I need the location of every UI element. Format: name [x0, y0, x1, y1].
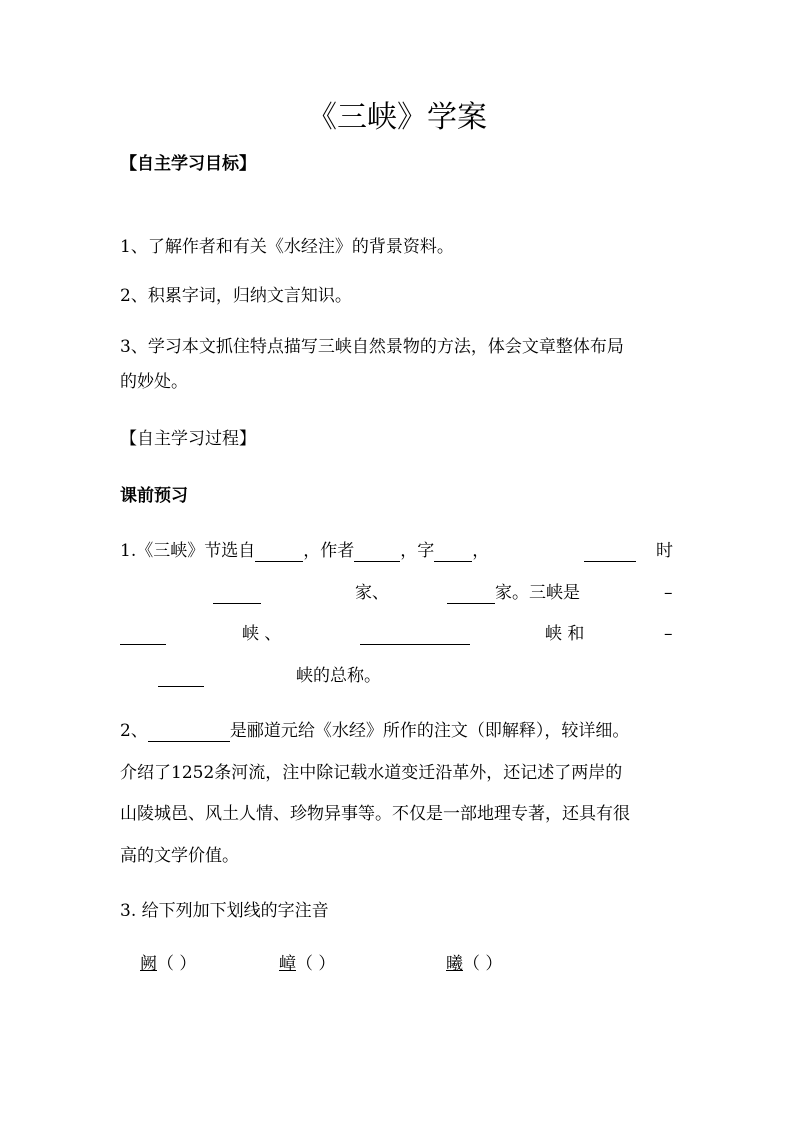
q1-blank-source[interactable] — [255, 543, 303, 562]
q3-char-que: 阙 — [140, 954, 157, 974]
goal-item-1: 1、了解作者和有关《水经注》的背景资料。 — [120, 237, 454, 257]
preview-subheading: 课前预习 — [120, 486, 188, 506]
q1-dash-2: – — [664, 624, 673, 644]
q1-comma: ， — [472, 541, 490, 561]
q3-char-zhang: 嶂 — [279, 954, 296, 974]
q1-blank-gorge-3-wrap — [158, 665, 204, 687]
q1-blank-courtesy[interactable] — [434, 543, 472, 562]
q2-number: 2、 — [120, 721, 148, 741]
q1-text-author: ，作者 — [303, 541, 355, 561]
q3-paren-3[interactable]: （ ） — [463, 954, 503, 974]
q1-blank-gorge-2[interactable] — [360, 626, 470, 645]
q1-line-1 — [120, 540, 489, 562]
q1-text-total: 峡的总称。 — [296, 666, 381, 686]
q2-line-1 — [120, 720, 629, 742]
q1-blank-author[interactable] — [354, 543, 400, 562]
q1-text-jia-2: 家。三峡是 — [495, 583, 580, 603]
q1-text-jia-1: 家、 — [355, 583, 389, 603]
q1-blank-gorge-1[interactable] — [120, 626, 166, 645]
q3-paren-2[interactable]: （ ） — [296, 954, 336, 974]
q1-text-courtesy: ，字 — [400, 541, 435, 561]
goal-item-3: 3、学习本文抓住特点描写三峡自然景物的方法，体会文章整体布局 — [120, 337, 624, 357]
q3-heading: 3. 给下列加下划线的字注音 — [120, 901, 329, 921]
q1-dash-1: – — [664, 583, 673, 603]
q2-line-2: 介绍了1252条河流，注中除记载水道变迁沿革外，还记述了两岸的 — [120, 763, 623, 783]
q2-line-4: 高的文学价值。 — [120, 846, 239, 866]
q3-item-3 — [446, 953, 502, 975]
goal-item-2: 2、积累字词，归纳文言知识。 — [120, 286, 352, 306]
q1-blank-gorge-3[interactable] — [158, 668, 204, 687]
q3-char-xi: 曦 — [446, 954, 463, 974]
goals-heading: 【自主学习目标】 — [120, 154, 256, 174]
q1-text-source: 1.《三峡》节选自 — [120, 541, 256, 561]
q3-paren-1[interactable]: （ ） — [157, 954, 197, 974]
q1-blank-identity-1[interactable] — [213, 585, 261, 604]
page-title: 《三峡》学案 — [307, 100, 487, 135]
q1-blank-gorge-2-wrap — [360, 623, 470, 645]
q3-item-1 — [140, 953, 196, 975]
q2-text: 是郦道元给《水经》所作的注文（即解释），较详细。 — [229, 721, 630, 741]
q3-item-2 — [279, 953, 335, 975]
q1-blank-era[interactable] — [584, 543, 636, 562]
q2-line-3: 山陵城邑、风土人情、珍物异事等。不仅是一部地理专著，还具有很 — [120, 804, 630, 824]
q1-text-gorge-2: 峡 和 — [545, 624, 585, 644]
goal-item-3-cont: 的妙处。 — [120, 372, 188, 392]
q2-blank-book[interactable] — [148, 723, 230, 742]
q1-blank-identity-1-wrap — [213, 582, 261, 604]
q1-blank-era-wrap — [584, 540, 636, 562]
q1-text-era: 时 — [656, 541, 673, 561]
q1-blank-gorge-1-wrap — [120, 623, 166, 645]
q1-line-2b — [447, 582, 580, 604]
process-heading: 【自主学习过程】 — [120, 429, 256, 449]
q1-blank-identity-2[interactable] — [447, 585, 495, 604]
q1-text-gorge-1: 峡 、 — [242, 624, 282, 644]
